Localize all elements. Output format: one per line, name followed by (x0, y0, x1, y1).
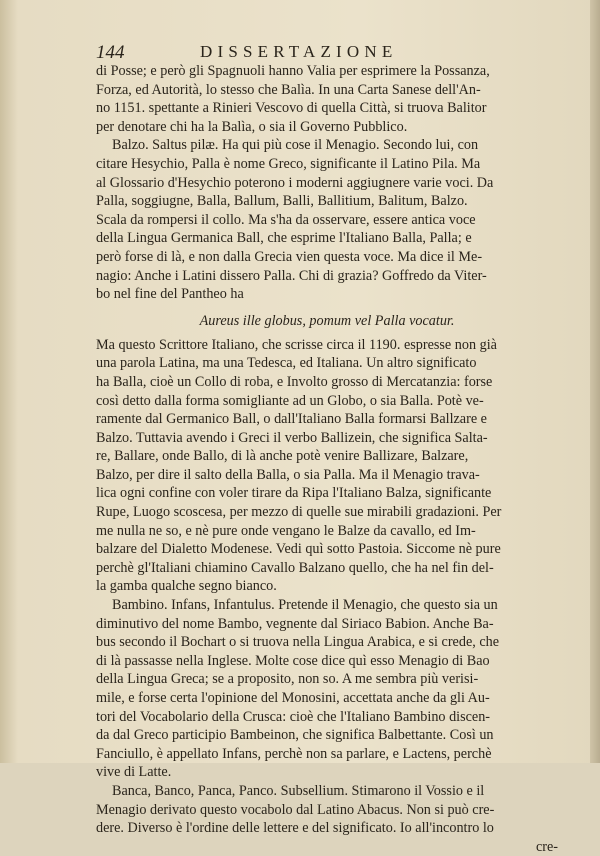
text-line: bo nel fine del Pantheo ha (96, 286, 244, 303)
text-line: re, Ballare, onde Ballo, di là anche potè venire Ballizare, Balzare, (96, 448, 469, 465)
text-line: diminutivo del nome Bambo, vegnente dal Siriaco Babion. Anche Ba- (96, 615, 494, 632)
text-line: per denotare chi ha la Balìa, o sia il Governo Pubblico. (96, 118, 408, 135)
text-line: dere. Diverso è l'ordine delle lettere e del significato. Io all'incontro lo (96, 820, 494, 837)
text-line: così detto dalla forma somigliante ad un Globo, o sia Balla. Potè ve- (96, 392, 484, 409)
running-title: DISSERTAZIONE (200, 42, 398, 61)
text-line: bus secondo il Bochart o si truova nella Lingua Arabica, e si crede, che (96, 634, 500, 651)
text-line: Balzo, per dire il salto della Balla, o sia Palla. Ma il Menagio trava- (96, 466, 480, 483)
text-line: Bambino. Infans, Infantulus. Pretende il Menagio, che questo sia un (112, 597, 498, 614)
text-line: nagio: Anche i Latini dissero Palla. Chi di grazia? Goffredo da Viter- (96, 267, 487, 284)
text-line: di Posse; e però gli Spagnuoli hanno Valia per esprimere la Possanza, (96, 63, 490, 79)
text-line: della Lingua Germanica Ball, che esprime l'Italiano Balla, Palla; e (96, 230, 472, 247)
text-line: Balzo. Saltus pilæ. Ha qui più cose il Menagio. Secondo lui, con (112, 137, 479, 154)
text-line: Balzo. Tuttavia avendo i Greci il verbo Ballizein, che significa Salta- (96, 429, 488, 446)
text-line: da dal Greco participio Bambeinon, che significa Balbettante. Così un (96, 727, 494, 744)
text-line: una parola Latina, ma una Tedesca, ed Italiana. Un altro significato (96, 355, 477, 372)
text-line: lica ogni confine con voler tirare da Ripa l'Italiano Balza, significante (96, 485, 492, 502)
text-line: di là passasse nella Inglese. Molte cose dice quì esso Menagio di Bao (96, 652, 490, 669)
text-line: no 1151. spettante a Rinieri Vescovo di quella Città, si truova Balitor (96, 100, 487, 117)
text-line: me nulla ne so, e nè pure onde vengano le Balze da cavallo, ed Im- (96, 522, 476, 539)
text-line: Fanciullo, è appellato Infans, perchè non sa parlare, e Lactens, perchè (96, 745, 492, 762)
text-line: ramente dal Germanico Ball, o dall'Italiano Balla formarsi Ballzare e (96, 411, 487, 428)
text-line: Menagio derivato questo vocabolo dal Latino Abacus. Non si può cre- (96, 801, 495, 818)
text-line: vive di Latte. (96, 764, 172, 781)
page-gutter-shadow (590, 0, 600, 763)
text-line: ha Balla, cioè un Collo di roba, e Involto grosso di Mercatanzia: forse (96, 373, 493, 390)
text-line: Palla, soggiugne, Balla, Ballum, Balli, Ballitium, Balitum, Balzo. (96, 193, 468, 210)
page-number: 144 (96, 42, 125, 63)
text-line: la gamba qualche segno bianco. (96, 578, 277, 595)
text-line: Ma questo Scrittore Italiano, che scrisse circa il 1190. espresse non già (96, 336, 497, 353)
body-text (96, 62, 558, 856)
text-line: mile, e forse certa l'opinione del Monosini, accettata anche da gli Au- (96, 690, 490, 706)
text-line: Scala da rompersi il collo. Ma s'ha da osservare, essere antica voce (96, 211, 476, 228)
text-line: Forza, ed Autorità, lo stesso che Balìa. In una Carta Sanese dell'An- (96, 81, 481, 98)
catchword: cre- (535, 838, 558, 855)
text-line: Banca, Banco, Panca, Panco. Subsellium. Stimarono il Vossio e il (112, 782, 485, 799)
text-line: citare Hesychio, Palla è nome Greco, significante il Latino Pila. Ma (96, 155, 481, 172)
quoted-verse: Aureus ille globus, pomum vel Palla vocatur. (199, 312, 455, 329)
text-line: della Lingua Greca; se a proposito, non so. A me sembra più verisi- (96, 671, 479, 688)
text-line: al Glossario d'Hesychio poterono i moderni aggiugnere varie voci. Da (96, 174, 494, 191)
text-line: però forse di là, e non dalla Grecia vien questa voce. Ma dice il Me- (96, 248, 483, 265)
text-line: balzare del Dialetto Modenese. Vedi quì sotto Pastoia. Siccome nè pure (96, 541, 501, 558)
text-line: tori del Vocabolario della Crusca: cioè che l'Italiano Bambino discen- (96, 708, 491, 725)
text-line: Rupe, Luogo scoscesa, per mezzo di quelle sue mirabili gradazioni. Per (96, 504, 502, 521)
text-line: perchè gl'Italiani chiamino Cavallo Balzano quello, che ha nel fin del- (96, 559, 494, 576)
